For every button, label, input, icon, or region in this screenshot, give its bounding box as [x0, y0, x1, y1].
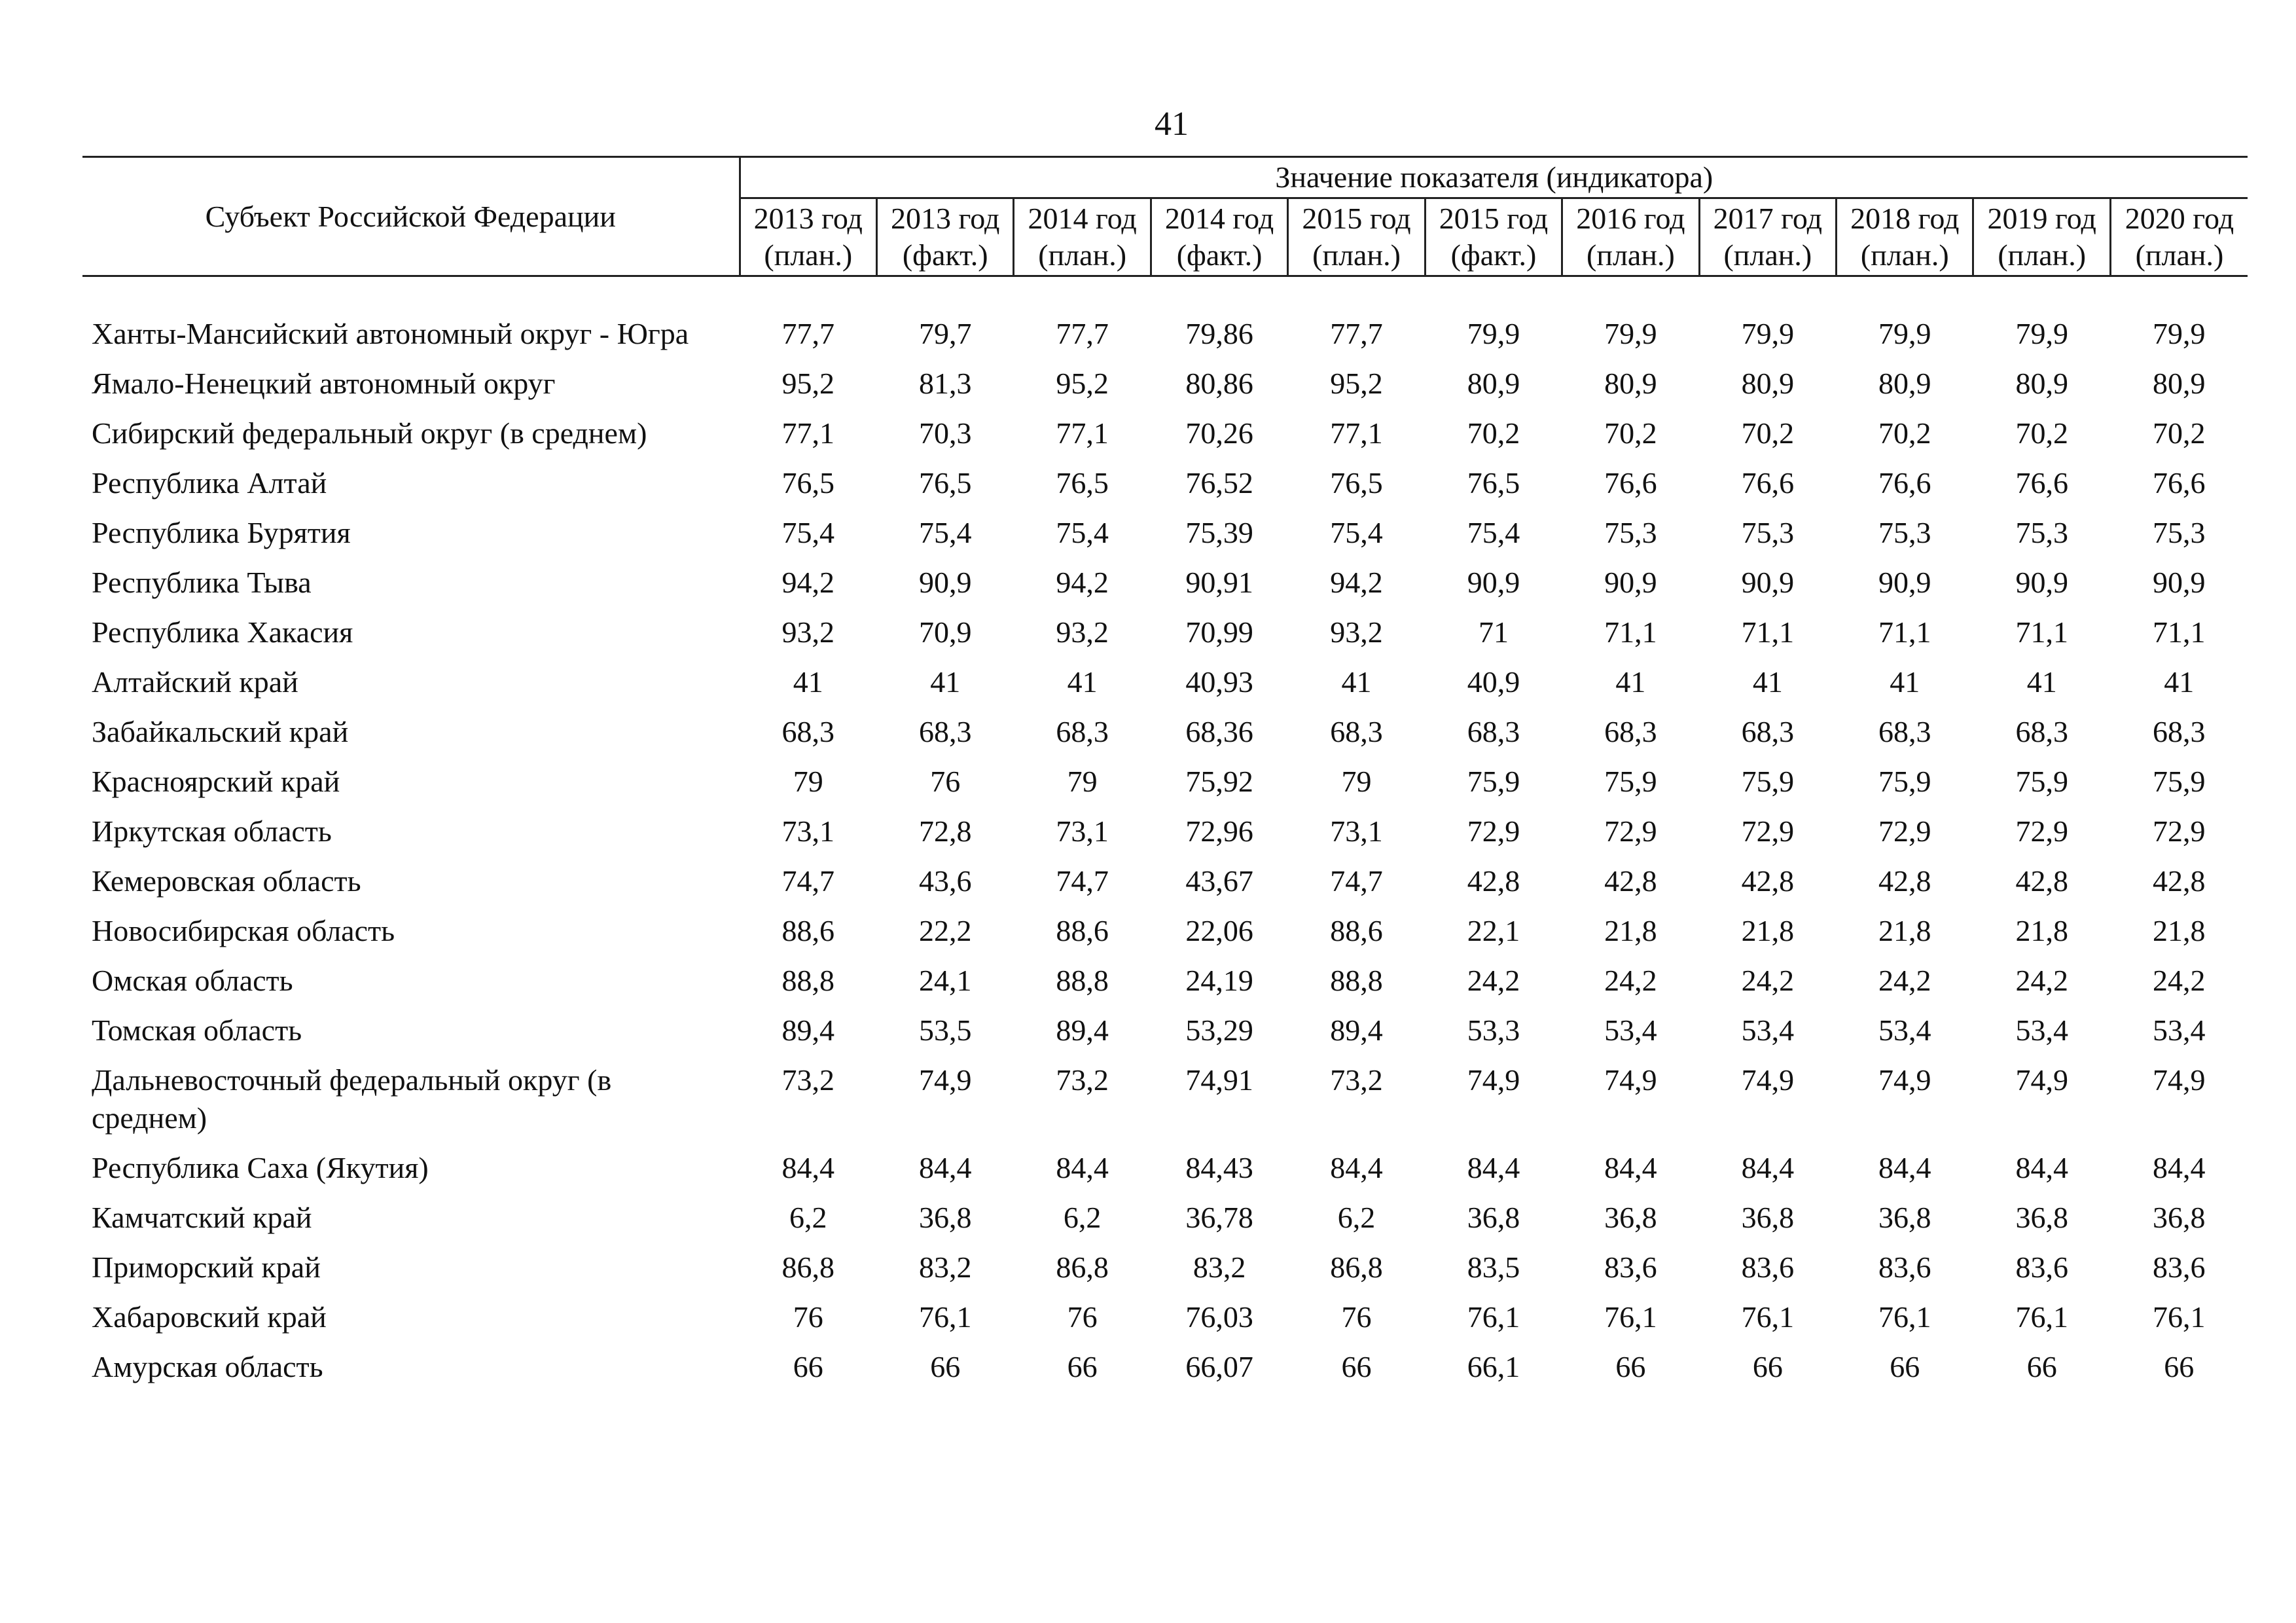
value-cell: 70,2 [1467, 416, 1520, 450]
value-cell: 40,9 [1467, 665, 1520, 699]
table-row [82, 755, 2248, 805]
value-cell: 53,3 [1467, 1013, 1520, 1047]
value-cell: 76,5 [918, 466, 972, 500]
subject-cell: Республика Хакасия [92, 615, 353, 649]
value-cell: 75,4 [781, 516, 835, 549]
value-cell: 76,6 [1741, 466, 1795, 500]
value-cell: 95,2 [781, 367, 835, 400]
table-row [82, 606, 2248, 655]
value-cell: 68,36 [1185, 715, 1253, 748]
value-cell: 90,9 [1878, 566, 1931, 599]
value-cell: 84,4 [1604, 1151, 1657, 1184]
value-cell: 74,91 [1185, 1063, 1253, 1097]
subject-cell: Кемеровская область [92, 864, 361, 898]
value-cell: 24,19 [1185, 964, 1253, 997]
table-row [82, 1004, 2248, 1053]
value-cell: 77,7 [1056, 317, 1109, 350]
value-cell: 76,1 [918, 1300, 972, 1334]
value-cell: 75,39 [1185, 516, 1253, 549]
value-cell: 81,3 [918, 367, 972, 400]
value-cell: 89,4 [781, 1013, 835, 1047]
value-cell: 70,2 [1741, 416, 1795, 450]
table-row [82, 407, 2248, 456]
subject-cell: Иркутская область [92, 814, 332, 848]
value-cell: 36,78 [1185, 1201, 1253, 1234]
value-cell: 76,5 [781, 466, 835, 500]
value-cell: 42,8 [1741, 864, 1795, 898]
value-cell: 94,2 [1330, 566, 1383, 599]
value-cell: 83,6 [1878, 1250, 1931, 1284]
value-cell: 71,1 [1741, 615, 1795, 649]
value-cell: 66 [1341, 1350, 1372, 1383]
value-cell: 83,2 [1193, 1250, 1246, 1284]
value-cell: 75,4 [1467, 516, 1520, 549]
value-cell: 80,9 [1604, 367, 1657, 400]
subject-cell: Амурская область [92, 1350, 323, 1383]
value-cell: 76,1 [2015, 1300, 2068, 1334]
value-cell: 79,9 [1467, 317, 1520, 350]
value-cell: 89,4 [1330, 1013, 1383, 1047]
subject-cell: Забайкальский край [92, 715, 349, 748]
value-cell: 79,9 [2015, 317, 2068, 350]
subject-cell: Томская область [92, 1013, 302, 1047]
value-cell: 66 [793, 1350, 823, 1383]
value-cell: 42,8 [1878, 864, 1931, 898]
value-cell: 36,8 [1604, 1201, 1657, 1234]
value-cell: 74,7 [1056, 864, 1109, 898]
value-cell: 53,5 [918, 1013, 972, 1047]
value-cell: 80,9 [1741, 367, 1795, 400]
value-cell: 72,9 [2015, 814, 2068, 848]
value-cell: 70,2 [2015, 416, 2068, 450]
value-cell: 68,3 [2015, 715, 2068, 748]
value-cell: 79 [793, 765, 823, 798]
value-cell: 74,9 [1741, 1063, 1795, 1097]
value-cell: 68,3 [918, 715, 972, 748]
value-cell: 6,2 [1063, 1201, 1102, 1234]
value-cell: 79 [1341, 765, 1372, 798]
value-cell: 66,1 [1467, 1350, 1520, 1383]
value-cell: 77,1 [1330, 416, 1383, 450]
value-cell: 72,9 [2152, 814, 2206, 848]
value-cell: 83,5 [1467, 1250, 1520, 1284]
value-cell: 76,6 [1878, 466, 1931, 500]
value-cell: 76,03 [1185, 1300, 1253, 1334]
value-cell: 24,2 [2152, 964, 2206, 997]
value-cell: 21,8 [1604, 914, 1657, 947]
value-cell: 42,8 [1467, 864, 1520, 898]
value-cell: 66 [1067, 1350, 1098, 1383]
value-cell: 79,9 [1878, 317, 1931, 350]
value-cell: 88,8 [1330, 964, 1383, 997]
value-cell: 84,4 [918, 1151, 972, 1184]
subject-cell: Хабаровский край [92, 1300, 327, 1334]
value-cell: 76 [930, 765, 961, 798]
value-cell: 74,7 [781, 864, 835, 898]
value-cell: 74,9 [1467, 1063, 1520, 1097]
table-row [82, 805, 2248, 854]
value-cell: 70,2 [2152, 416, 2206, 450]
value-cell: 42,8 [2015, 864, 2068, 898]
value-cell: 70,2 [1604, 416, 1657, 450]
value-cell: 84,4 [2152, 1151, 2206, 1184]
value-cell: 80,9 [2152, 367, 2206, 400]
table-row [82, 556, 2248, 606]
value-cell: 79,9 [1604, 317, 1657, 350]
value-cell: 68,3 [1056, 715, 1109, 748]
value-cell: 43,67 [1185, 864, 1253, 898]
value-cell: 75,3 [1604, 516, 1657, 549]
value-cell: 41 [1615, 665, 1646, 699]
value-cell: 73,1 [1056, 814, 1109, 848]
value-cell: 41 [2026, 665, 2057, 699]
value-cell: 79 [1067, 765, 1098, 798]
value-cell: 84,4 [1741, 1151, 1795, 1184]
value-cell: 90,9 [2152, 566, 2206, 599]
value-cell: 79,9 [2152, 317, 2206, 350]
value-cell: 70,9 [918, 615, 972, 649]
value-cell: 73,1 [1330, 814, 1383, 848]
value-cell: 76,1 [1741, 1300, 1795, 1334]
value-cell: 88,6 [1056, 914, 1109, 947]
value-cell: 76,1 [1467, 1300, 1520, 1334]
year-column-header: 2014 год (факт.) [1151, 198, 1287, 276]
value-cell: 76 [1341, 1300, 1372, 1334]
value-cell: 66 [1890, 1350, 1920, 1383]
year-column-header: 2015 год (факт.) [1425, 198, 1562, 276]
value-cell: 84,4 [1056, 1151, 1109, 1184]
value-cell: 75,3 [1741, 516, 1795, 549]
subject-cell: Ханты-Мансийский автономный округ - Югра [92, 317, 689, 350]
value-cell: 24,2 [1878, 964, 1931, 997]
subject-cell: Красноярский край [92, 765, 340, 798]
value-cell: 79,7 [918, 317, 972, 350]
value-cell: 71,1 [2152, 615, 2206, 649]
value-cell: 41 [1890, 665, 1920, 699]
value-cell: 84,4 [1330, 1151, 1383, 1184]
value-cell: 73,2 [1056, 1063, 1109, 1097]
value-cell: 75,9 [1878, 765, 1931, 798]
value-cell: 76,1 [2152, 1300, 2206, 1334]
subject-cell: Республика Тыва [92, 566, 312, 599]
value-cell: 75,4 [1056, 516, 1109, 549]
value-cell: 86,8 [1056, 1250, 1109, 1284]
value-cell: 24,2 [1467, 964, 1520, 997]
year-column-header: 2014 год (план.) [1014, 198, 1151, 276]
table-row [82, 954, 2248, 1004]
value-cell: 70,3 [918, 416, 972, 450]
value-cell: 68,3 [781, 715, 835, 748]
value-cell: 89,4 [1056, 1013, 1109, 1047]
value-cell: 68,3 [1467, 715, 1520, 748]
subject-cell: Дальневосточный федеральный округ (в среднем) [92, 1063, 612, 1135]
table-row [82, 1340, 2248, 1390]
value-cell: 84,4 [781, 1151, 835, 1184]
value-cell: 66 [2164, 1350, 2195, 1383]
value-cell: 72,9 [1467, 814, 1520, 848]
table-row [82, 456, 2248, 506]
value-cell: 83,6 [1604, 1250, 1657, 1284]
value-cell: 74,9 [2015, 1063, 2068, 1097]
value-cell: 84,4 [1467, 1151, 1520, 1184]
value-cell: 74,7 [1330, 864, 1383, 898]
value-cell: 86,8 [1330, 1250, 1383, 1284]
value-cell: 71,1 [1878, 615, 1931, 649]
value-cell: 75,4 [918, 516, 972, 549]
value-cell: 74,9 [1878, 1063, 1931, 1097]
value-cell: 66 [1752, 1350, 1783, 1383]
value-cell: 95,2 [1330, 367, 1383, 400]
value-cell: 83,6 [2015, 1250, 2068, 1284]
value-cell: 71 [1478, 615, 1509, 649]
value-cell: 74,9 [1604, 1063, 1657, 1097]
table-row [82, 705, 2248, 755]
year-column-header: 2015 год (план.) [1288, 198, 1425, 276]
table-row [82, 357, 2248, 407]
value-cell: 72,9 [1604, 814, 1657, 848]
table-row [82, 506, 2248, 556]
subject-cell: Республика Саха (Якутия) [92, 1151, 429, 1184]
value-cell: 41 [1341, 665, 1372, 699]
value-cell: 75,9 [2015, 765, 2068, 798]
value-cell: 42,8 [1604, 864, 1657, 898]
value-cell: 77,1 [1056, 416, 1109, 450]
table-row [82, 655, 2248, 705]
table-row [82, 904, 2248, 954]
value-cell: 90,91 [1185, 566, 1253, 599]
table-row [82, 1241, 2248, 1290]
value-cell: 77,7 [1330, 317, 1383, 350]
value-cell: 77,7 [781, 317, 835, 350]
value-cell: 76,5 [1056, 466, 1109, 500]
table-row [82, 1053, 2248, 1141]
value-cell: 84,43 [1185, 1151, 1253, 1184]
value-cell: 88,8 [781, 964, 835, 997]
value-cell: 36,8 [2015, 1201, 2068, 1234]
value-cell: 74,9 [918, 1063, 972, 1097]
value-cell: 76,1 [1878, 1300, 1931, 1334]
value-cell: 41 [2164, 665, 2195, 699]
value-cell: 41 [793, 665, 823, 699]
value-cell: 40,93 [1185, 665, 1253, 699]
indicator-group-header: Значение показателя (индикатора) [740, 157, 2248, 198]
value-cell: 83,6 [2152, 1250, 2206, 1284]
value-cell: 22,2 [918, 914, 972, 947]
value-cell: 53,4 [1878, 1013, 1931, 1047]
value-cell: 76,1 [1604, 1300, 1657, 1334]
value-cell: 66 [930, 1350, 961, 1383]
value-cell: 43,6 [918, 864, 972, 898]
value-cell: 75,9 [1604, 765, 1657, 798]
value-cell: 94,2 [1056, 566, 1109, 599]
table-body [82, 276, 2248, 1391]
value-cell: 76,52 [1185, 466, 1253, 500]
year-column-header: 2013 год (факт.) [876, 198, 1013, 276]
value-cell: 88,8 [1056, 964, 1109, 997]
year-column-header: 2019 год (план.) [1973, 198, 2110, 276]
value-cell: 75,92 [1185, 765, 1253, 798]
value-cell: 73,2 [781, 1063, 835, 1097]
value-cell: 68,3 [1878, 715, 1931, 748]
value-cell: 53,4 [2152, 1013, 2206, 1047]
year-column-header: 2018 год (план.) [1837, 198, 1973, 276]
value-cell: 75,9 [2152, 765, 2206, 798]
value-cell: 70,26 [1185, 416, 1253, 450]
year-column-header: 2016 год (план.) [1562, 198, 1699, 276]
value-cell: 90,9 [1741, 566, 1795, 599]
value-cell: 80,9 [1878, 367, 1931, 400]
value-cell: 79,86 [1185, 317, 1253, 350]
subject-cell: Новосибирская область [92, 914, 395, 947]
value-cell: 36,8 [1741, 1201, 1795, 1234]
value-cell: 80,86 [1185, 367, 1253, 400]
value-cell: 6,2 [1337, 1201, 1376, 1234]
value-cell: 53,4 [2015, 1013, 2068, 1047]
value-cell: 75,3 [2015, 516, 2068, 549]
value-cell: 75,4 [1330, 516, 1383, 549]
table-row [82, 1191, 2248, 1241]
value-cell: 84,4 [2015, 1151, 2068, 1184]
subject-cell: Республика Бурятия [92, 516, 351, 549]
value-cell: 21,8 [1741, 914, 1795, 947]
value-cell: 75,9 [1467, 765, 1520, 798]
value-cell: 24,1 [918, 964, 972, 997]
value-cell: 83,6 [1741, 1250, 1795, 1284]
year-column-header: 2017 год (план.) [1699, 198, 1836, 276]
value-cell: 71,1 [1604, 615, 1657, 649]
value-cell: 70,2 [1878, 416, 1931, 450]
value-cell: 41 [930, 665, 961, 699]
value-cell: 73,2 [1330, 1063, 1383, 1097]
year-column-header: 2013 год (план.) [740, 198, 876, 276]
value-cell: 86,8 [781, 1250, 835, 1284]
subject-cell: Республика Алтай [92, 466, 327, 500]
value-cell: 76,6 [2152, 466, 2206, 500]
value-cell: 22,1 [1467, 914, 1520, 947]
table-row [82, 1141, 2248, 1191]
value-cell: 83,2 [918, 1250, 972, 1284]
value-cell: 90,9 [1467, 566, 1520, 599]
value-cell: 66 [1615, 1350, 1646, 1383]
value-cell: 68,3 [1604, 715, 1657, 748]
value-cell: 66 [2026, 1350, 2057, 1383]
value-cell: 72,96 [1185, 814, 1253, 848]
value-cell: 68,3 [2152, 715, 2206, 748]
value-cell: 76 [793, 1300, 823, 1334]
subject-cell: Ямало-Ненецкий автономный округ [92, 367, 556, 400]
value-cell: 72,9 [1878, 814, 1931, 848]
value-cell: 6,2 [789, 1201, 827, 1234]
year-column-header: 2020 год (план.) [2110, 198, 2248, 276]
value-cell: 90,9 [918, 566, 972, 599]
value-cell: 72,8 [918, 814, 972, 848]
value-cell: 93,2 [781, 615, 835, 649]
subject-cell: Омская область [92, 964, 293, 997]
value-cell: 53,29 [1185, 1013, 1253, 1047]
value-cell: 76,5 [1467, 466, 1520, 500]
value-cell: 24,2 [1604, 964, 1657, 997]
value-cell: 53,4 [1604, 1013, 1657, 1047]
page-number: 41 [1155, 105, 1189, 143]
subject-cell: Сибирский федеральный округ (в среднем) [92, 416, 647, 450]
value-cell: 70,99 [1185, 615, 1253, 649]
value-cell: 75,3 [1878, 516, 1931, 549]
value-cell: 84,4 [1878, 1151, 1931, 1184]
value-cell: 90,9 [2015, 566, 2068, 599]
value-cell: 76,6 [1604, 466, 1657, 500]
value-cell: 73,1 [781, 814, 835, 848]
value-cell: 36,8 [918, 1201, 972, 1234]
value-cell: 75,3 [2152, 516, 2206, 549]
subject-cell: Алтайский край [92, 665, 298, 699]
subject-cell: Камчатский край [92, 1201, 312, 1234]
value-cell: 21,8 [1878, 914, 1931, 947]
table-row [82, 854, 2248, 904]
value-cell: 88,6 [781, 914, 835, 947]
value-cell: 24,2 [1741, 964, 1795, 997]
value-cell: 90,9 [1604, 566, 1657, 599]
value-cell: 68,3 [1330, 715, 1383, 748]
value-cell: 36,8 [2152, 1201, 2206, 1234]
value-cell: 75,9 [1741, 765, 1795, 798]
value-cell: 95,2 [1056, 367, 1109, 400]
value-cell: 24,2 [2015, 964, 2068, 997]
value-cell: 88,6 [1330, 914, 1383, 947]
value-cell: 74,9 [2152, 1063, 2206, 1097]
value-cell: 77,1 [781, 416, 835, 450]
table-row [82, 1290, 2248, 1340]
value-cell: 41 [1752, 665, 1783, 699]
value-cell: 94,2 [781, 566, 835, 599]
indicator-table [82, 156, 2248, 1390]
subject-column-header: Субъект Российской Федерации [82, 157, 740, 276]
value-cell: 41 [1067, 665, 1098, 699]
value-cell: 22,06 [1185, 914, 1253, 947]
table-header [82, 157, 2248, 276]
value-cell: 72,9 [1741, 814, 1795, 848]
value-cell: 71,1 [2015, 615, 2068, 649]
value-cell: 80,9 [1467, 367, 1520, 400]
value-cell: 66,07 [1185, 1350, 1253, 1383]
value-cell: 42,8 [2152, 864, 2206, 898]
value-cell: 79,9 [1741, 317, 1795, 350]
value-cell: 76,5 [1330, 466, 1383, 500]
value-cell: 80,9 [2015, 367, 2068, 400]
value-cell: 93,2 [1056, 615, 1109, 649]
table-row [82, 276, 2248, 357]
value-cell: 93,2 [1330, 615, 1383, 649]
value-cell: 76 [1067, 1300, 1098, 1334]
value-cell: 21,8 [2015, 914, 2068, 947]
subject-cell: Приморский край [92, 1250, 321, 1284]
value-cell: 21,8 [2152, 914, 2206, 947]
value-cell: 76,6 [2015, 466, 2068, 500]
value-cell: 53,4 [1741, 1013, 1795, 1047]
value-cell: 36,8 [1878, 1201, 1931, 1234]
value-cell: 68,3 [1741, 715, 1795, 748]
value-cell: 36,8 [1467, 1201, 1520, 1234]
